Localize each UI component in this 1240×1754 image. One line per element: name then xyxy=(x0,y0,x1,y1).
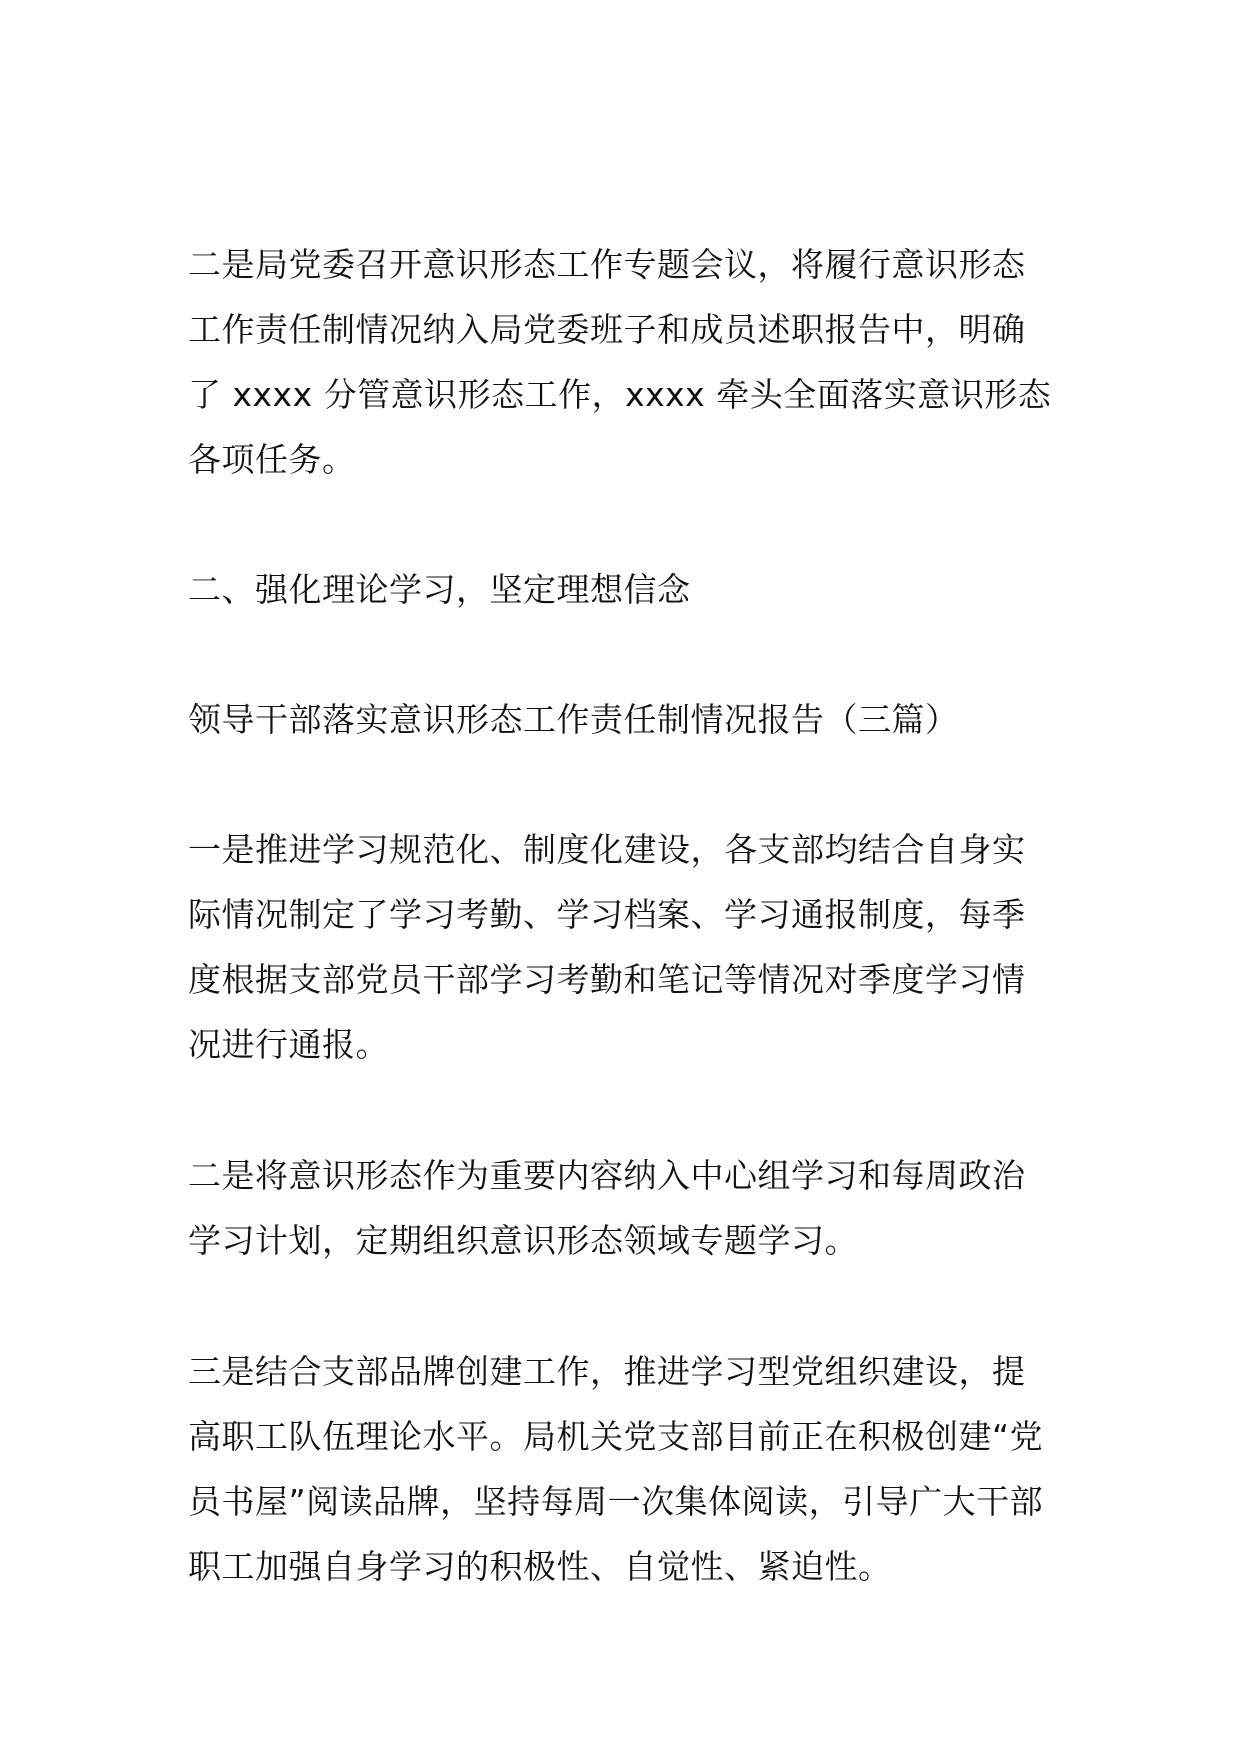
paragraph-branch-brand-building: 三是结合支部品牌创建工作，推进学习型党组织建设，提高职工队伍理论水平。局机关党支部目前正在积极创建“党员书屋”阅读品牌，坚持每周一次集体阅读，引导广大干部职工加强自身学习的积极性、自觉性、紧迫性。 xyxy=(188,1352,1044,1586)
paragraph-party-committee-meeting: 二是局党委召开意识形态工作专题会议，将履行意识形态工作责任制情况纳入局党委班子和成员述职报告中，明确了 xxxx 分管意识形态工作，xxxx 牵头全面落实意识形态各项任务。 xyxy=(188,245,1052,479)
document-title-report: 领导干部落实意识形态工作责任制情况报告（三篇） xyxy=(188,700,959,739)
paragraph-ideology-study-plan: 二是将意识形态作为重要内容纳入中心组学习和每周政治学习计划，定期组织意识形态领域专题学习。 xyxy=(188,1156,1026,1260)
paragraph-study-standardization: 一是推进学习规范化、制度化建设，各支部均结合自身实际情况制定了学习考勤、学习档案、学习通报制度，每季度根据支部党员干部学习考勤和笔记等情况对季度学习情况进行通报。 xyxy=(188,830,1026,1064)
document-body xyxy=(188,232,1058,1599)
section-heading-theory-study: 二、强化理论学习，坚定理想信念 xyxy=(188,570,691,609)
